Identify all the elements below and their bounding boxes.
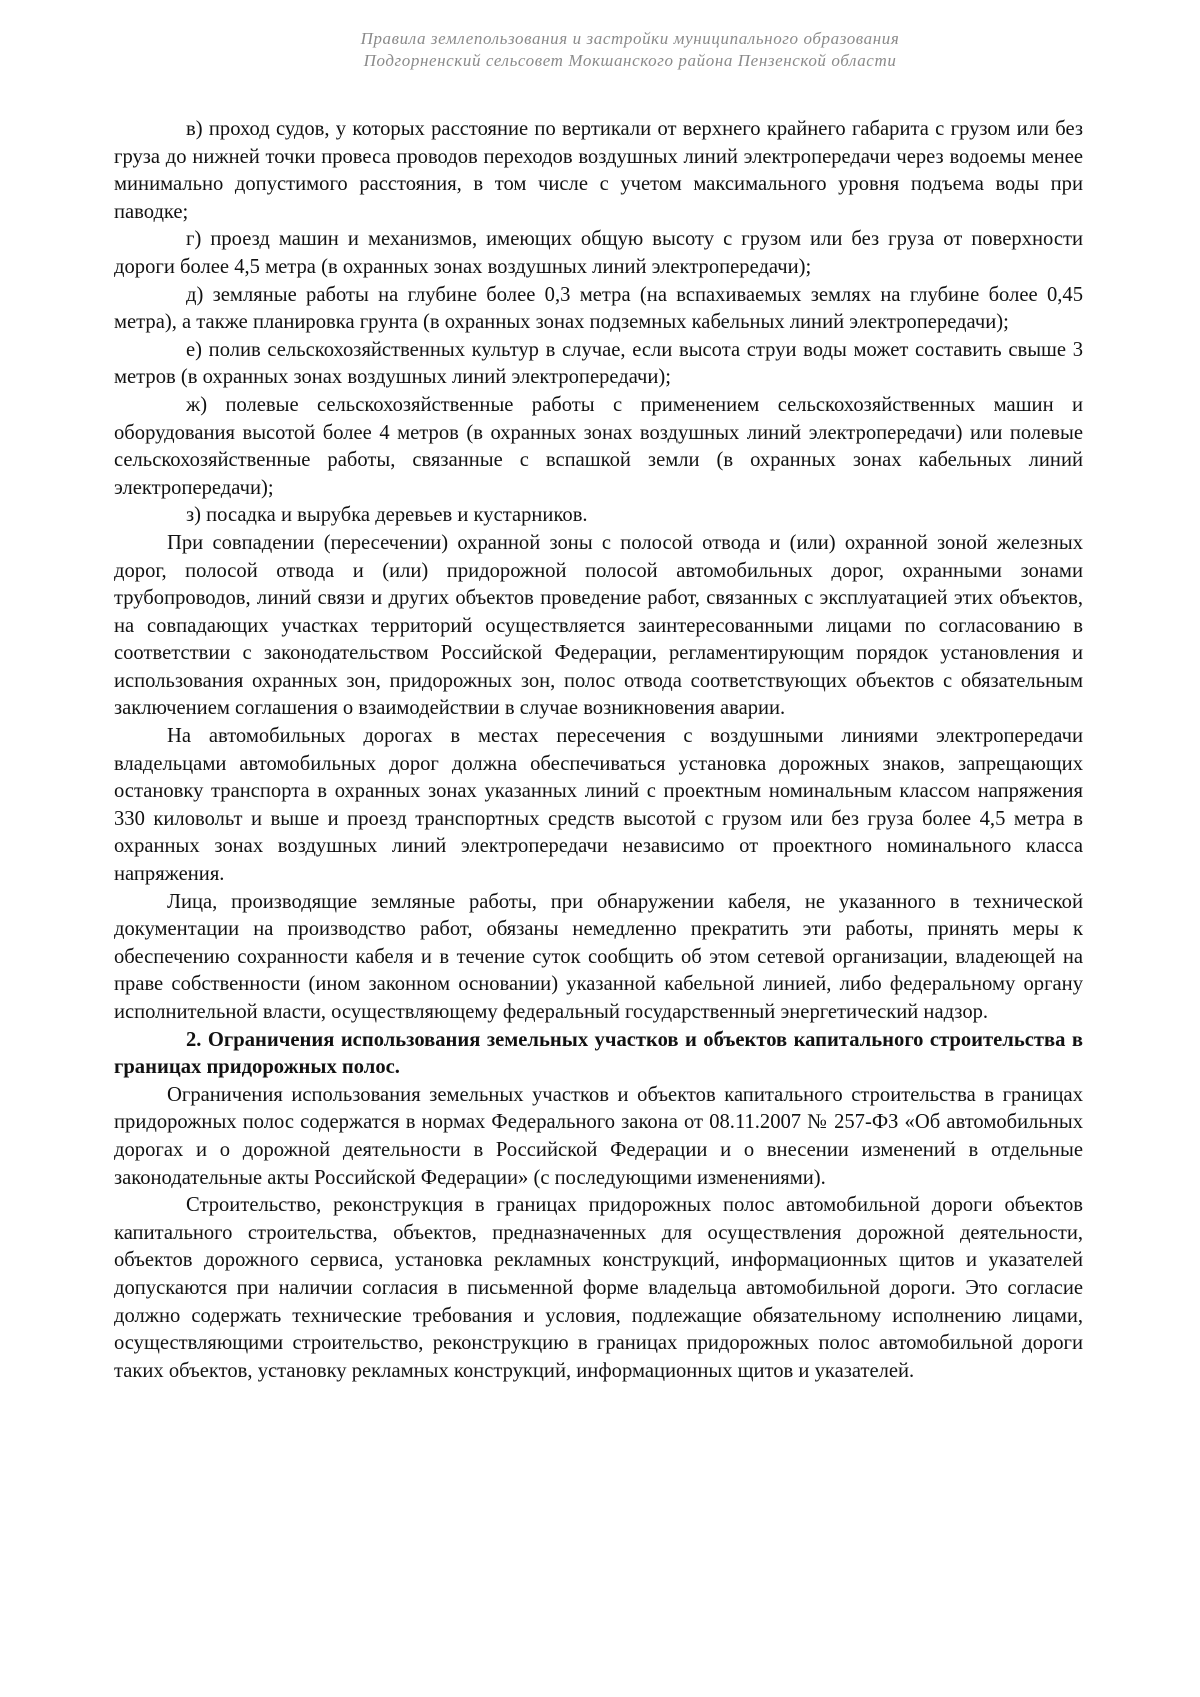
- paragraph-cable-discovery: Лица, производящие земляные работы, при обнаружении кабеля, не указанного в технической документации на производство работ, обязаны немедленно прекратить эти работы, принять меры к обеспечению сохранности кабеля и в течение суток сообщить об этом сетевой организации, владеющей на праве собственности (ином законном основании) указанной кабельной линией, либо федеральному органу исполнительной власти, осуществляющему федеральный государственный энергетический надзор.: [114, 890, 1083, 1023]
- running-header-line-1: Правила землепользования и застройки муниципального образования: [360, 29, 900, 48]
- list-item-v: в) проход судов, у которых расстояние по вертикали от верхнего крайнего габарита с грузом или без груза до нижней точки провеса проводов переходов воздушных линий электропередачи через водоемы менее минимально допустимого расстояния, в том числе с учетом максимального уровня подъема воды при паводке;: [114, 118, 1083, 223]
- list-item-g: г) проезд машин и механизмов, имеющих общую высоту с грузом или без груза от поверхности дороги более 4,5 метра (в охранных зонах воздушных линий электропередачи);: [114, 228, 1083, 278]
- list-item-z: з) посадка и вырубка деревьев и кустарников.: [186, 504, 588, 527]
- paragraph-road-signs: На автомобильных дорогах в местах пересечения с воздушными линиями электропередачи владельцами автомобильных дорог должна обеспечиваться установка дорожных знаков, запрещающих остановку транспорта в охранных зонах указанных линий с проектным номинальным классом напряжения 330 киловольт и выше и проезд транспортных средств высотой с грузом или без груза более 4,5 метра в охранных зонах воздушных линий электропередачи независимо от проектного номинального класса напряжения.: [114, 725, 1083, 886]
- document-body: [114, 116, 1083, 1385]
- list-item-e: е) полив сельскохозяйственных культур в случае, если высота струи воды может составить свыше 3 метров (в охранных зонах воздушных линий электропередачи);: [114, 338, 1083, 389]
- paragraph-intersection-zones: При совпадении (пересечении) охранной зоны с полосой отвода и (или) охранной зоной железных дорог, полосой отвода и (или) придорожной полосой автомобильных дорог, охранными зонами трубопроводов, линий связи и других объектов проведение работ, связанных с эксплуатацией этих объектов, на совпадающих участках территорий осуществляется заинтересованными лицами по согласованию в соответствии с законодательством Российской Федерации, регламентирующим порядок установления и использования охранных зон, придорожных зон, полос отвода соответствующих объектов с обязательным заключением соглашения о взаимодействии в случае возникновения аварии.: [114, 531, 1083, 720]
- section-2-paragraph-construction: Строительство, реконструкция в границах придорожных полос автомобильной дороги объектов капитального строительства, объектов, предназначенных для осуществления дорожной деятельности, объектов дорожного сервиса, установка рекламных конструкций, информационных щитов и указателей допускаются при наличии согласия в письменной форме владельца автомобильной дороги. Это согласие должно содержать технические требования и условия, подлежащие обязательному исполнению лицами, осуществляющими строительство, реконструкцию в границах придорожных полос автомобильной дороги таких объектов, установку рекламных конструкций, информационных щитов и указателей.: [114, 1194, 1083, 1382]
- running-header-line-2: Подгорненский сельсовет Мокшанского района Пензенской области: [363, 51, 897, 70]
- list-item-d: д) земляные работы на глубине более 0,3 метра (на вспахиваемых землях на глубине более 0,45 метра), а также планировка грунта (в охранных зонах подземных кабельных линий электропередачи);: [114, 283, 1083, 334]
- running-header: [300, 28, 960, 72]
- section-2-heading: 2. Ограничения использования земельных участков и объектов капитального строительства в границах придорожных полос.: [114, 1028, 1083, 1079]
- section-2-paragraph-law: Ограничения использования земельных участков и объектов капитального строительства в границах придорожных полос содержатся в нормах Федерального закона от 08.11.2007 № 257-ФЗ «Об автомобильных дорогах и о дорожной деятельности в Российской Федерации и о внесении изменений в отдельные законодательные акты Российской Федерации» (с последующими изменениями).: [114, 1083, 1083, 1189]
- list-item-zh: ж) полевые сельскохозяйственные работы с применением сельскохозяйственных машин и оборудования высотой более 4 метров (в охранных зонах воздушных линий электропередачи) или полевые сельскохозяйственные работы, связанные с вспашкой земли (в охранных зонах кабельных линий электропередачи);: [114, 393, 1083, 499]
